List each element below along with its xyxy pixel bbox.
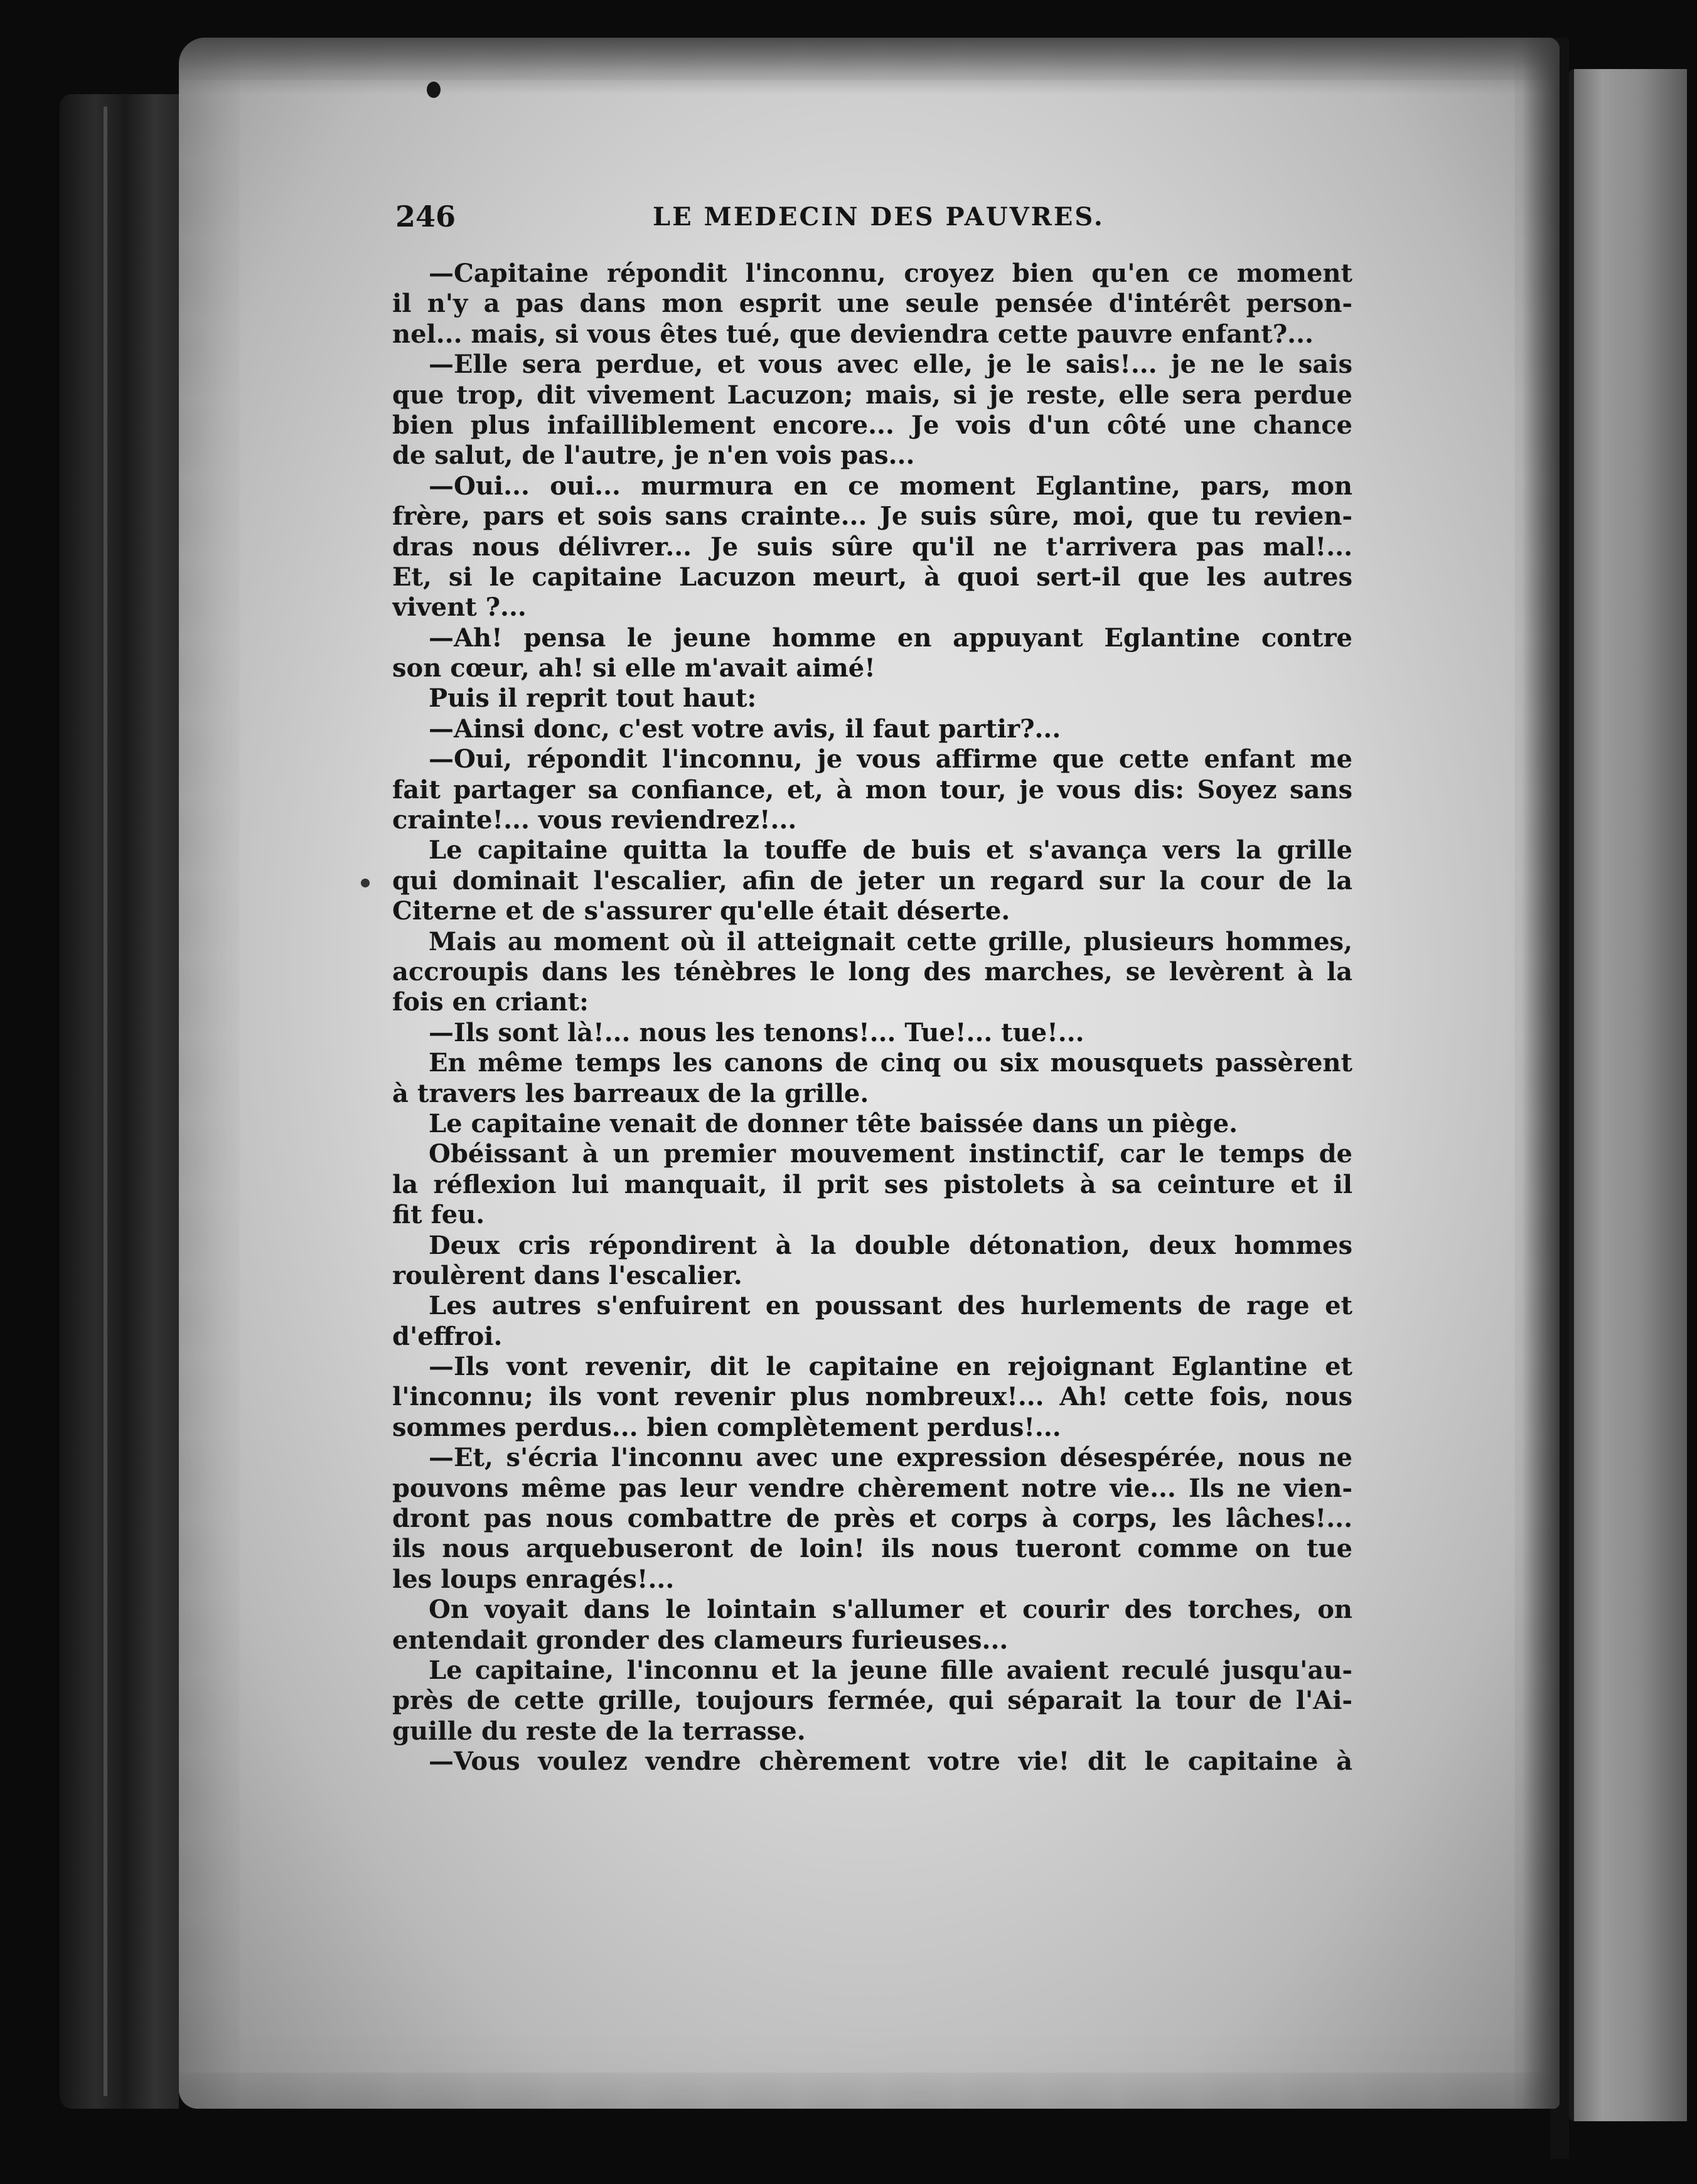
text-line: —Oui... oui... murmura en ce moment Eglantine, pars, mon [429, 471, 1352, 501]
text-line: de salut, de l'autre, je n'en vois pas... [392, 441, 915, 471]
text-line: entendait gronder des clameurs furieuses... [392, 1625, 1009, 1655]
text-line: ils nous arquebuseront de loin! ils nous tueront comme on tue [392, 1534, 1352, 1564]
text-line: dras nous délivrer... Je suis sûre qu'il ne t'arrivera pas mal!... [392, 532, 1352, 562]
text-line: Obéissant à un premier mouvement instinctif, car le temps de [429, 1139, 1352, 1169]
text-line: son cœur, ah! si elle m'avait aimé! [392, 653, 875, 683]
text-line: Citerne et de s'assurer qu'elle était déserte. [392, 896, 1010, 926]
text-line: Les autres s'enfuirent en poussant des hurlements de rage et [429, 1291, 1352, 1321]
text-line: roulèrent dans l'escalier. [392, 1260, 742, 1290]
text-line: dront pas nous combattre de près et corps à corps, les lâches!... [392, 1504, 1352, 1534]
text-line: Le capitaine, l'inconnu et la jeune fille avaient reculé jusqu'au- [429, 1655, 1352, 1685]
text-line: —Elle sera perdue, et vous avec elle, je le sais!... je ne le sais [429, 350, 1352, 380]
text-line: sommes perdus... bien complètement perdus!... [392, 1412, 1061, 1442]
text-line: fait partager sa confiance, et, à mon tour, je vous dis: Soyez sans [392, 774, 1352, 805]
text-line: —Ils vont revenir, dit le capitaine en rejoignant Eglantine et [429, 1352, 1352, 1382]
text-line: d'effroi. [392, 1321, 503, 1351]
text-line: à travers les barreaux de la grille. [392, 1078, 869, 1108]
text-line: Et, si le capitaine Lacuzon meurt, à quoi sert-il que les autres [392, 562, 1352, 592]
text-line: —Vous voulez vendre chèrement votre vie! dit le capitaine à [429, 1747, 1352, 1777]
text-line: qui dominait l'escalier, afin de jeter un regard sur la cour de la [392, 865, 1352, 896]
running-title: LE MEDECIN DES PAUVRES. [653, 202, 1105, 232]
ink-speck [361, 879, 370, 887]
text-line: Le capitaine quitta la touffe de buis et s'avança vers la grille [429, 835, 1352, 865]
text-line: fois en criant: [392, 987, 589, 1017]
text-line: pouvons même pas leur vendre chèrement notre vie... Ils ne vien- [392, 1473, 1352, 1503]
ink-speck [427, 82, 441, 98]
text-line: crainte!... vous reviendrez!... [392, 805, 797, 835]
text-line: En même temps les canons de cinq ou six mousquets passèrent [429, 1048, 1352, 1078]
text-line: bien plus infailliblement encore... Je vois d'un côté une chance [392, 410, 1352, 440]
text-line: il n'y a pas dans mon esprit une seule pensée d'intérêt person- [392, 289, 1352, 319]
text-line: les loups enragés!... [392, 1564, 675, 1594]
text-line: la réflexion lui manquait, il prit ses pistolets à sa ceinture et il [392, 1169, 1352, 1199]
text-line: —Capitaine répondit l'inconnu, croyez bien qu'en ce moment [429, 259, 1352, 288]
text-line: —Oui, répondit l'inconnu, je vous affirme que cette enfant me [429, 744, 1352, 774]
text-line: l'inconnu; ils vont revenir plus nombreux!... Ah! cette fois, nous [392, 1382, 1352, 1412]
page-number: 246 [395, 200, 456, 233]
text-line: Deux cris répondirent à la double détonation, deux hommes [429, 1230, 1352, 1260]
body-text [392, 259, 1352, 1777]
text-line: —Ils sont là!... nous les tenons!... Tue!... tue!... [429, 1017, 1084, 1047]
text-line: que trop, dit vivement Lacuzon; mais, si je reste, elle sera perdue [392, 380, 1352, 410]
text-line: fit feu. [392, 1200, 485, 1230]
text-line: —Ah! pensa le jeune homme en appuyant Eglantine contre [429, 623, 1352, 653]
text-line: près de cette grille, toujours fermée, qui séparait la tour de l'Ai- [392, 1686, 1352, 1716]
page-edges [60, 94, 179, 2109]
text-line: On voyait dans le lointain s'allumer et courir des torches, on [429, 1595, 1352, 1625]
text-line: frère, pars et sois sans crainte... Je suis sûre, moi, que tu revien- [392, 501, 1352, 532]
text-line: —Ainsi donc, c'est votre avis, il faut partir?... [429, 714, 1061, 744]
text-line: nel... mais, si vous êtes tué, que deviendra cette pauvre enfant?... [392, 319, 1314, 349]
page-header [395, 200, 1362, 244]
text-line: Mais au moment où il atteignait cette grille, plusieurs hommes, [429, 926, 1352, 956]
text-line: vivent ?... [392, 592, 527, 623]
text-line: —Et, s'écria l'inconnu avec une expression désespérée, nous ne [429, 1443, 1352, 1473]
text-line: Puis il reprit tout haut: [429, 683, 757, 714]
text-line: Le capitaine venait de donner tête baissée dans un piège. [429, 1108, 1238, 1138]
text-line: accroupis dans les ténèbres le long des marches, se levèrent à la [392, 956, 1352, 987]
facing-page [1569, 69, 1687, 2121]
text-line: guille du reste de la terrasse. [392, 1716, 806, 1746]
